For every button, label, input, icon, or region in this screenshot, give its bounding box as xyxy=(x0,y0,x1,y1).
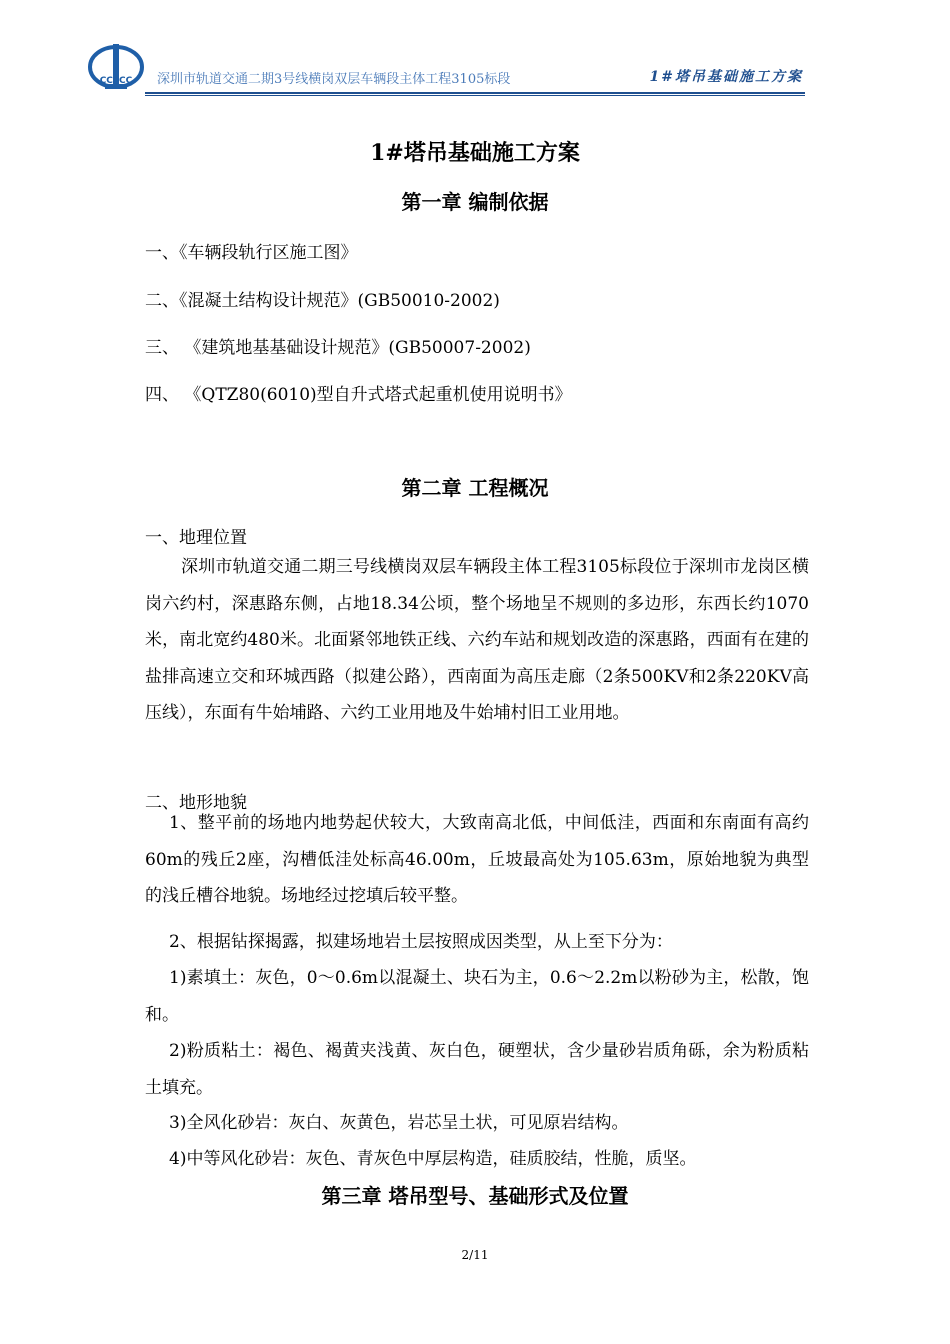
paragraph-stratum: 1)素填土：灰色，0～0.6m以混凝土、块石为主，0.6～2.2m以粉砂为主，松散，饱和。 xyxy=(145,968,809,1025)
paragraph-stratum: 3)全风化砂岩：灰白、灰黄色，岩芯呈土状，可见原岩结构。 xyxy=(169,1113,629,1133)
header-rule-thin xyxy=(145,95,805,96)
paragraph-stratum: 2)粉质粘土：褐色、褐黄夹浅黄、灰白色，硬塑状，含少量砂岩质角砾，余为粉质粘土填充。 xyxy=(145,1041,809,1098)
reference-item: 三、 《建筑地基基础设计规范》(GB50007-2002) xyxy=(145,338,531,358)
section-title: 二、地形地貌 xyxy=(145,793,247,813)
paragraph-location: 深圳市轨道交通二期三号线横岗双层车辆段主体工程3105标段位于深圳市龙岗区横岗六约村，深惠路东侧，占地18.34公顷，整个场地呈不规则的多边形，东西长约1070米，南北宽约480米。北面紧邻地铁正线、六约车站和规划改造的深惠路，西面有在建的盐排高速立交和环城西路（拟建公路），西南面为高压走廊（2条500KV和2条220KV高压线），东面有牛始埔路、六约工业用地及牛始埔村旧工业用地。 xyxy=(145,557,809,723)
paragraph-terrain: 1、整平前的场地内地势起伏较大，大致南高北低，中间低洼，西面和东南面有高约60m的残丘2座，沟槽低洼处标高46.00m，丘坡最高处为105.63m，原始地貌为典型的浅丘槽谷地貌。场地经过挖填后较平整。 xyxy=(145,813,809,906)
paragraph-strata-intro: 2、根据钻探揭露，拟建场地岩土层按照成因类型，从上至下分为： xyxy=(169,932,673,952)
logo-text: CCECC xyxy=(99,76,133,86)
chapter3-heading: 第三章 塔吊型号、基础形式及位置 xyxy=(321,1184,629,1208)
chapter1-heading: 第一章 编制依据 xyxy=(401,190,549,214)
company-logo xyxy=(85,38,147,96)
reference-item: 一、《车辆段轨行区施工图》 xyxy=(145,243,358,263)
document-title: 1#塔吊基础施工方案 xyxy=(370,140,580,166)
chapter2-heading: 第二章 工程概况 xyxy=(401,476,549,500)
page-number: 2/11 xyxy=(461,1248,489,1262)
section-title: 一、地理位置 xyxy=(145,528,247,548)
header-rule xyxy=(145,92,805,94)
project-name: 深圳市轨道交通二期3号线横岗双层车辆段主体工程3105标段 xyxy=(157,72,511,87)
page-header xyxy=(85,38,805,96)
reference-item: 四、 《QTZ80(6010)型自升式塔式起重机使用说明书》 xyxy=(145,385,572,405)
reference-item: 二、《混凝土结构设计规范》(GB50010-2002) xyxy=(145,291,500,311)
paragraph-stratum: 4)中等风化砂岩：灰色、青灰色中厚层构造，硅质胶结，性脆，质坚。 xyxy=(169,1149,697,1169)
header-doc-title: 1#塔吊基础施工方案 xyxy=(649,69,803,85)
